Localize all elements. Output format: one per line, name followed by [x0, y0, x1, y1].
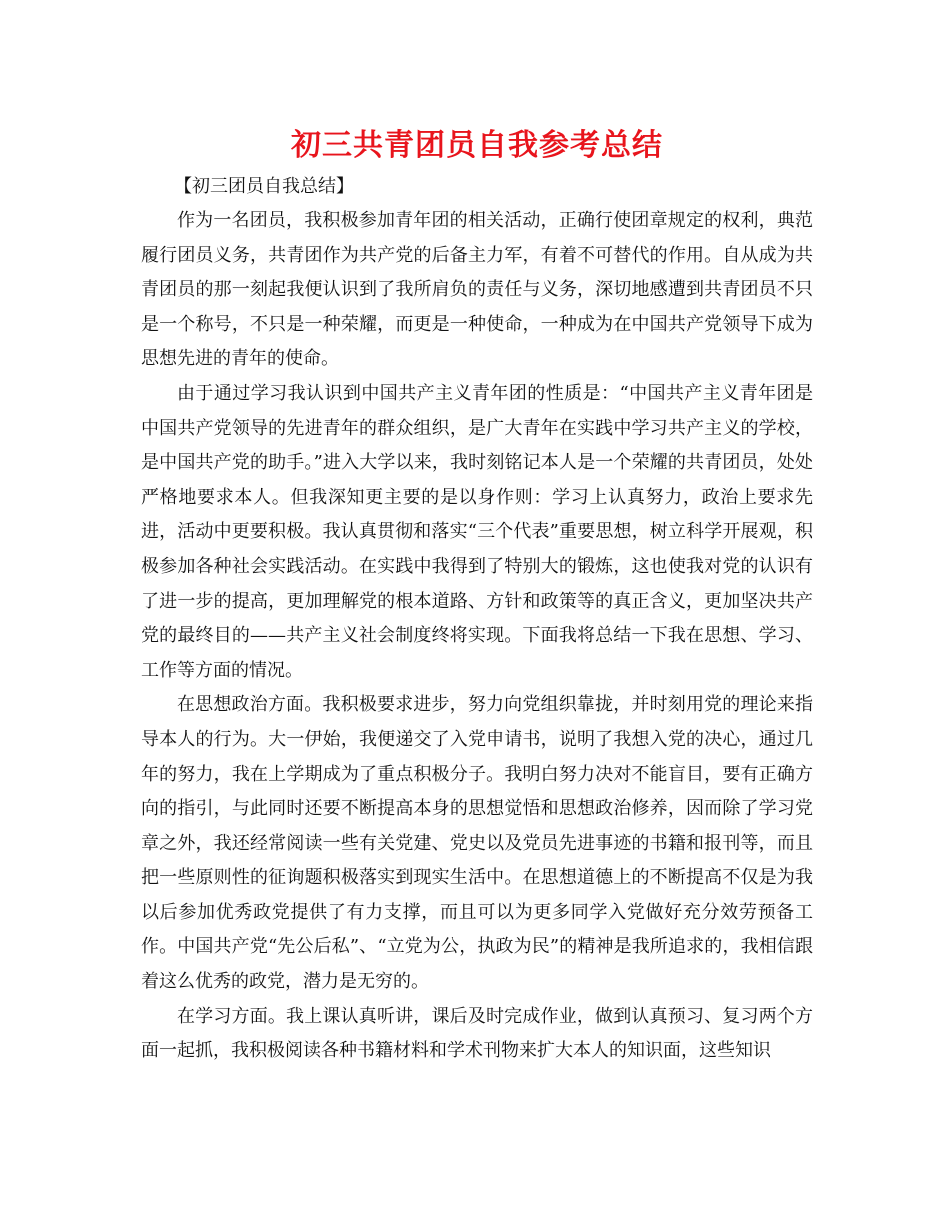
document-body: [141, 122, 813, 1069]
paragraph-2: 由于通过学习我认识到中国共产主义青年团的性质是：“中国共产主义青年团是中国共产党领导的先进青年的群众组织，是广大青年在实践中学习共产主义的学校，是中国共产党的助手。”进入大学以来，我时刻铭记本人是一个荣耀的共青团员，处处严格地要求本人。但我深知更主要的是以身作则：学习上认真努力，政治上要求先进，活动中更要积极。我认真贯彻和落实“三个代表”重要思想，树立科学开展观，积极参加各种社会实践活动。在实践中我得到了特别大的锻炼，这也使我对党的认识有了进一步的提高，更加理解党的根本道路、方针和政策等的真正含义，更加坚决共产党的最终目的——共产主义社会制度终将实现。下面我将总结一下我在思想、学习、工作等方面的情况。: [141, 382, 813, 681]
paragraph-4: 在学习方面。我上课认真听讲，课后及时完成作业，做到认真预习、复习两个方面一起抓，我积极阅读各种书籍材料和学术刊物来扩大本人的知识面，这些知识: [141, 1005, 813, 1062]
document-title: 初三共青团员自我参考总结: [291, 128, 663, 163]
section-heading: 【初三团员自我总结】: [174, 176, 354, 197]
paragraph-1: 作为一名团员，我积极参加青年团的相关活动，正确行使团章规定的权利，典范履行团员义务，共青团作为共产党的后备主力军，有着不可替代的作用。自从成为共青团员的那一刻起我便认识到了我所肩负的责任与义务，深切地感遭到共青团员不只是一个称号，不只是一种荣耀，而更是一种使命，一种成为在中国共产党领导下成为思想先进的青年的使命。: [141, 210, 813, 370]
paragraph-3: 在思想政治方面。我积极要求进步，努力向党组织靠拢，并时刻用党的理论来指导本人的行为。大一伊始，我便递交了入党申请书，说明了我想入党的决心，通过几年的努力，我在上学期成为了重点积极分子。我明白努力决对不能盲目，要有正确方向的指引，与此同时还要不断提高本身的思想觉悟和思想政治修养，因而除了学习党章之外，我还经常阅读一些有关党建、党史以及党员先进事迹的书籍和报刊等，而且把一些原则性的征询题积极落实到现实生活中。在思想道德上的不断提高不仅是为我以后参加优秀政党提供了有力支撑，而且可以为更多同学入党做好充分效劳预备工作。中国共产党“先公后私”、“立党为公，执政为民”的精神是我所追求的，我相信跟着这么优秀的政党，潜力是无穷的。: [141, 694, 813, 993]
